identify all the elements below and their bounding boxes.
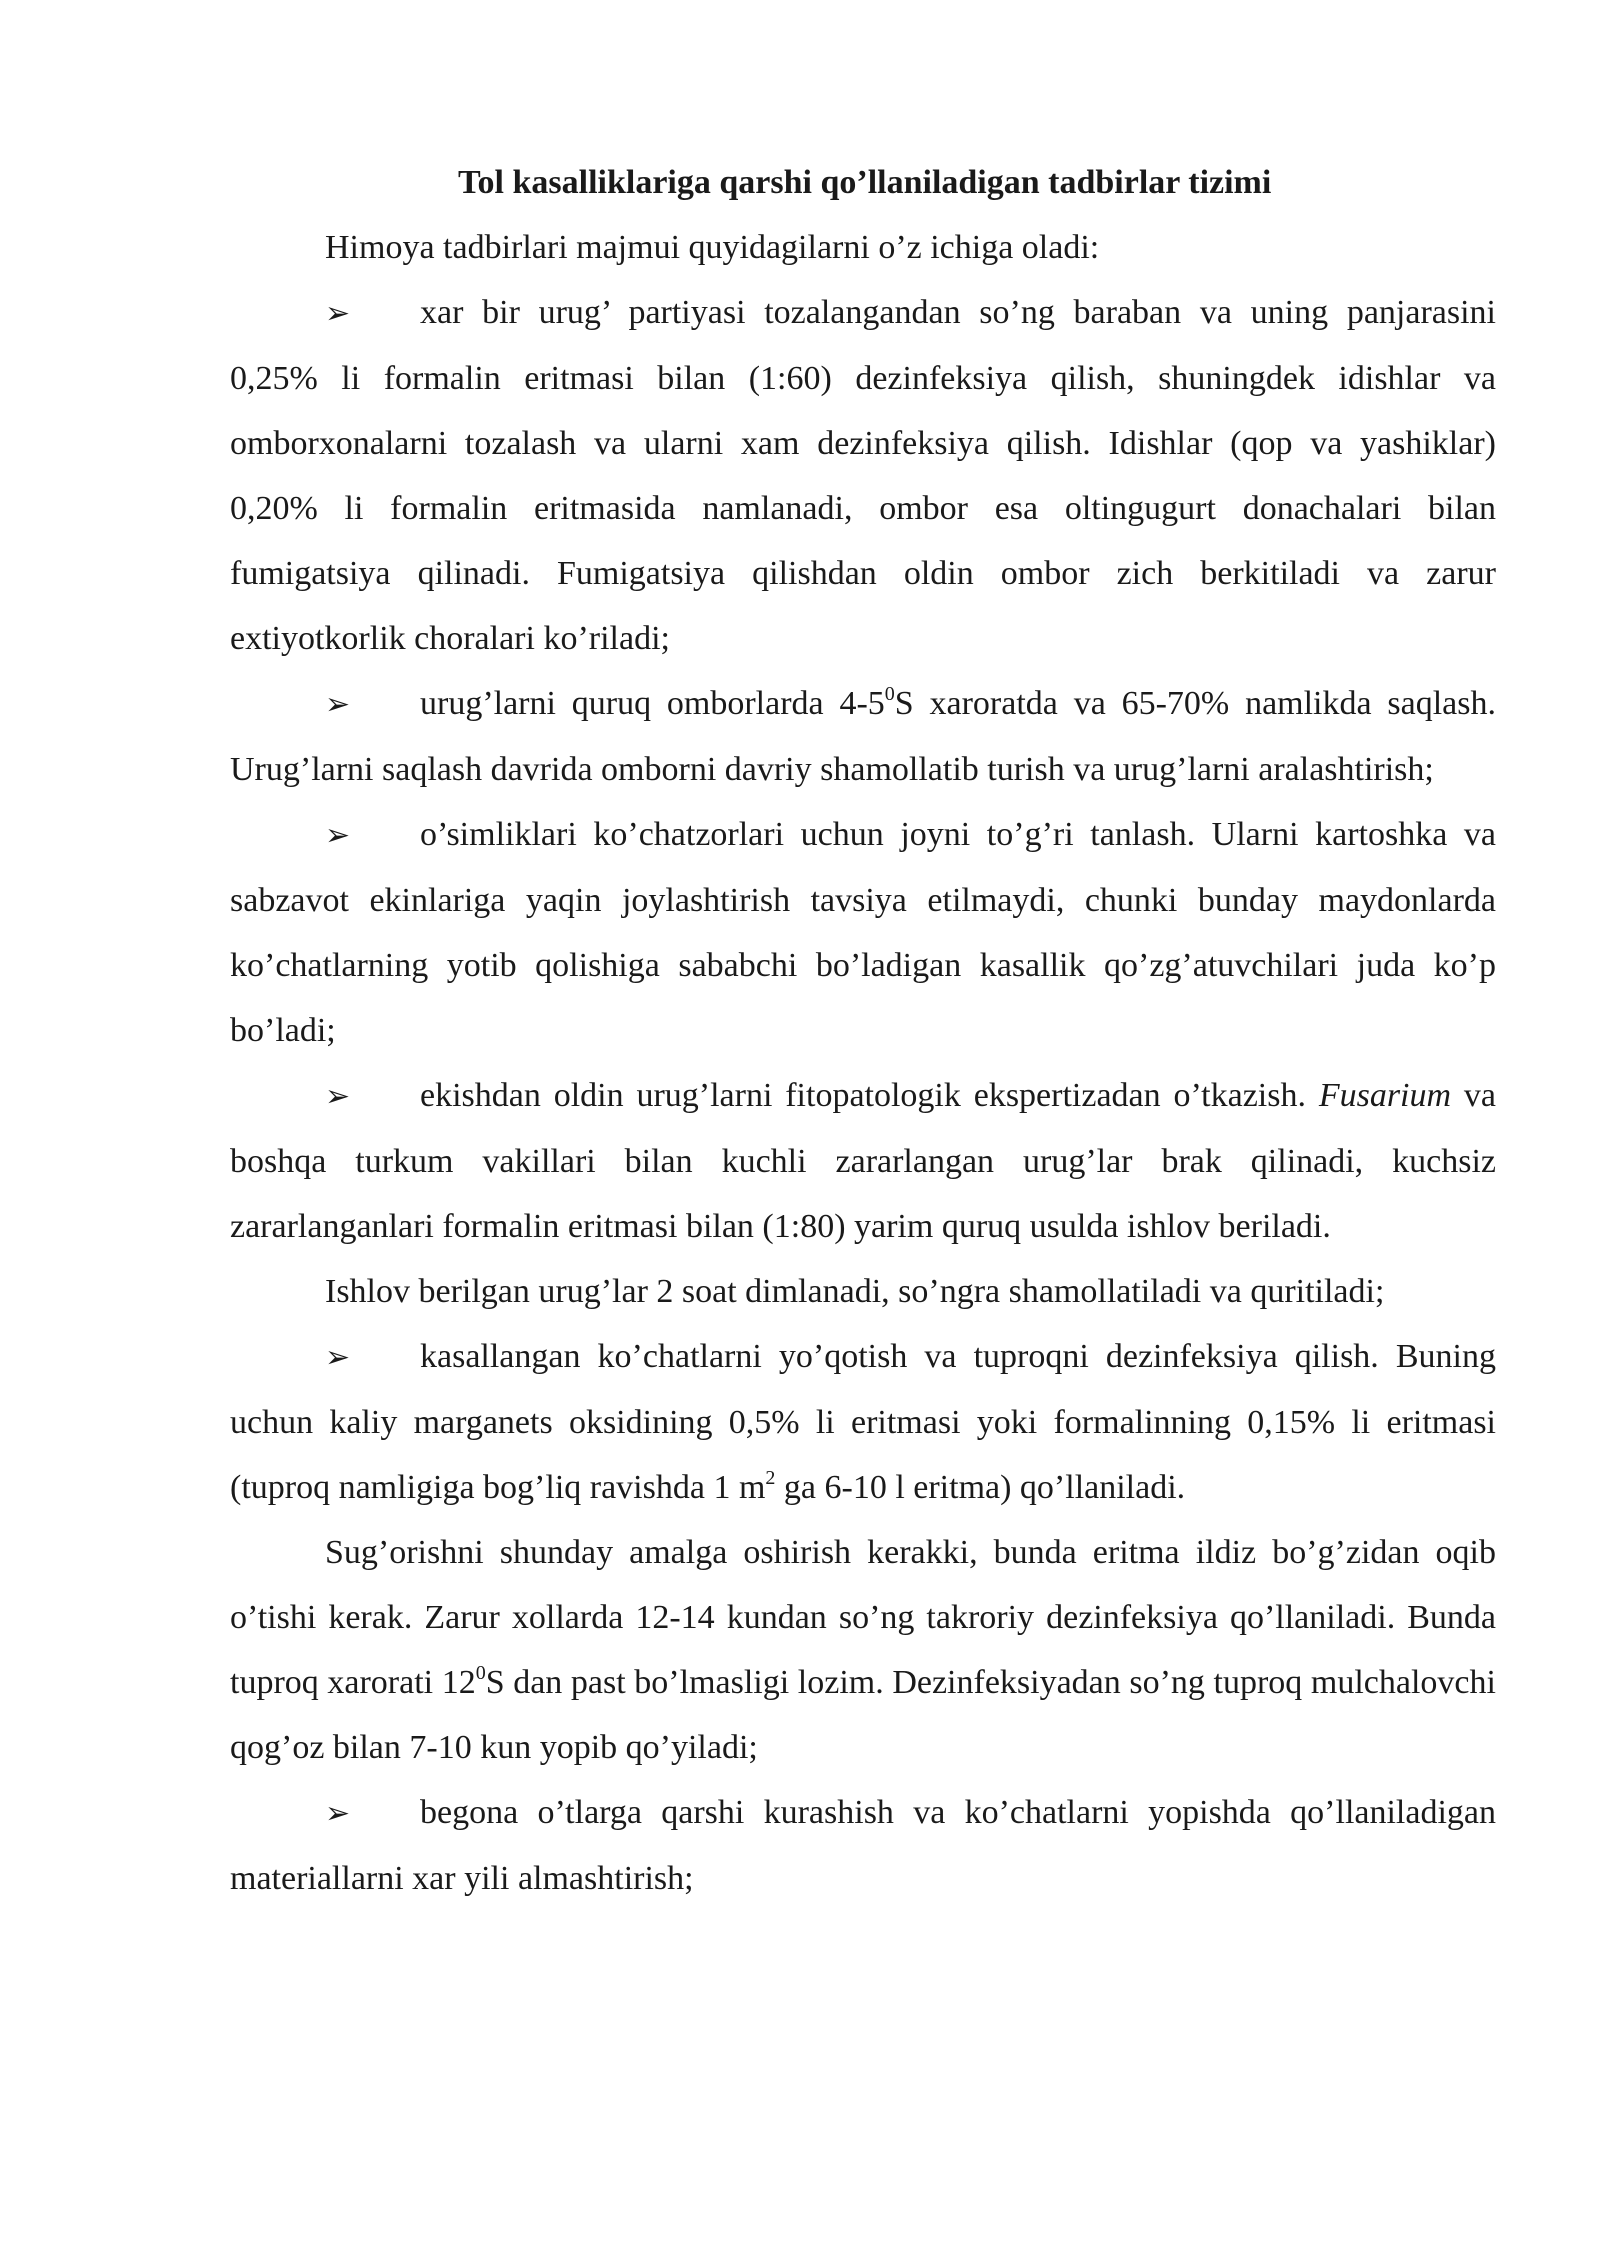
bullet-item-3-text: o’simliklari ko’chatzorlari uchun joyni to’g’ri tanlash. Ularni kartoshka va sabzavot ekinlariga yaqin joylashtirish tavsiya etilmaydi, chunki bunday maydonlarda ko’chatlarning yotib qolishiga sababchi bo’ladigan kasallik qo’zg’atuvchilari juda ko’p bo’ladi; <box>230 816 1496 1049</box>
bullet-item-2 <box>230 671 1496 802</box>
arrow-bullet-icon: ➢ <box>325 296 351 331</box>
arrow-bullet-icon: ➢ <box>325 1796 351 1831</box>
document-body <box>230 150 1496 1911</box>
bullet-item-5-text-b: ga 6-10 l eritma) qo’llaniladi. <box>775 1469 1186 1506</box>
arrow-bullet-icon: ➢ <box>325 1340 351 1375</box>
bullet-item-4-text-b: va boshqa turkum vakillari bilan kuchli zararlangan urug’lar brak qilinadi, kuchsiz zararlanganlari formalin eritmasi bilan (1:80) yarim quruq usulda ishlov beriladi. <box>230 1077 1496 1245</box>
bullet-item-6-text: begona o’tlarga qarshi kurashish va ko’chatlarni yopishda qo’llaniladigan materiallarni xar yili almashtirish; <box>230 1794 1496 1897</box>
bullet-item-5 <box>230 1324 1496 1520</box>
bullet-item-1-text: xar bir urug’ partiyasi tozalangandan so’ng baraban va uning panjarasini 0,25% li formalin eritmasi bilan (1:60) dezinfeksiya qilish, shuningdek idishlar va omborxonalarni tozalash va ularni xam dezinfeksiya qilish. Idishlar (qop va yashiklar) 0,20% li formalin eritmasida namlanadi, ombor esa oltingugurt donachalari bilan fumigatsiya qilinadi. Fumigatsiya qilishdan oldin ombor zich berkitiladi va zarur extiyotkorlik choralari ko’riladi; <box>230 294 1496 657</box>
bullet-item-4-text-a: ekishdan oldin urug’larni fitopatologik ekspertizadan o’tkazish. <box>420 1077 1319 1114</box>
bullet-item-5-text-a: kasallangan ko’chatlarni yo’qotish va tuproqni dezinfeksiya qilish. Buning uchun kaliy marganets oksidining 0,5% li eritmasi yoki formalinning 0,15% li eritmasi (tuproq namligiga bog’liq ravishda 1 m <box>230 1338 1496 1506</box>
bullet-item-1 <box>230 280 1496 671</box>
bullet-item-3 <box>230 802 1496 1063</box>
arrow-bullet-icon: ➢ <box>325 818 351 853</box>
sugorish-text-a: Sug’orishni shunday amalga oshirish kerakki, bunda eritma ildiz bo’g’zidan oqib o’tishi kerak. Zarur xollarda 12-14 kundan so’ng takroriy dezinfeksiya qo’llaniladi. Bunda tuproq xarorati 12 <box>230 1534 1496 1701</box>
bullet-item-2-text-a: urug’larni quruq omborlarda 4-5 <box>420 685 885 722</box>
bullet-item-4-italic-term: Fusarium <box>1318 1077 1452 1114</box>
bullet-item-4 <box>230 1063 1496 1259</box>
bullet-item-2-superscript: 0 <box>884 683 895 705</box>
document-title: Tol kasalliklariga qarshi qo’llaniladigan tadbirlar tizimi <box>458 164 1272 201</box>
ishlov-paragraph: Ishlov berilgan urug’lar 2 soat dimlanadi, so’ngra shamollatiladi va quritiladi; <box>325 1273 1385 1310</box>
sugorish-superscript: 0 <box>475 1662 486 1684</box>
intro-paragraph: Himoya tadbirlari majmui quyidagilarni o’z ichiga oladi: <box>325 229 1100 266</box>
arrow-bullet-icon: ➢ <box>325 1079 351 1114</box>
bullet-item-6 <box>230 1780 1496 1911</box>
sugorish-paragraph <box>230 1520 1496 1780</box>
arrow-bullet-icon: ➢ <box>325 687 351 722</box>
sugorish-text-b: S dan past bo’lmasligi lozim. Dezinfeksiyadan so’ng tuproq mulchalovchi qog’oz bilan 7-10 kun yopib qo’yiladi; <box>230 1664 1496 1766</box>
bullet-item-2-text-b: S xaroratda va 65-70% namlikda saqlash. Urug’larni saqlash davrida omborni davriy shamollatib turish va urug’larni aralashtirish; <box>230 685 1496 788</box>
bullet-item-5-superscript: 2 <box>765 1467 776 1489</box>
